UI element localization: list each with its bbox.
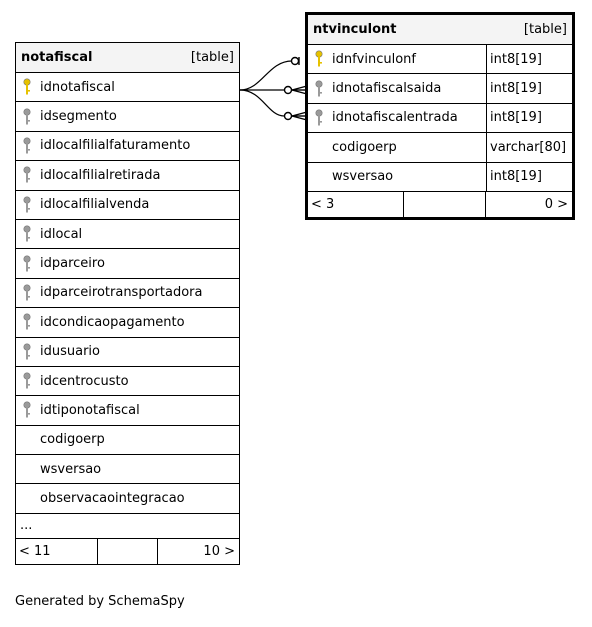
column-name-cell [16,308,239,336]
parents-count[interactable]: < 3 [308,192,404,217]
column-name-cell [16,132,239,160]
primary-key-icon [20,78,34,96]
column-row[interactable] [16,279,239,308]
column-name: codigoerp [40,432,105,448]
column-row[interactable] [16,426,239,455]
column-name: idparceiro [40,256,105,272]
column-row[interactable] [16,220,239,249]
column-name: idusuario [40,344,100,360]
column-row[interactable] [308,163,572,192]
column-type: varchar[80] [486,133,572,161]
column-name-cell [16,220,239,248]
foreign-key-icon [20,313,34,331]
column-name-cell [16,455,239,483]
column-name: idcentrocusto [40,373,129,389]
foreign-key-icon [312,80,326,98]
children-count[interactable]: 0 > [544,196,568,212]
column-row[interactable] [308,74,572,103]
column-name: idsegmento [40,109,117,125]
connector-endings [285,57,308,120]
column-row[interactable] [16,338,239,367]
more-columns-indicator: ... [16,514,239,539]
column-name-cell [16,191,239,219]
column-name-cell [16,279,239,307]
connector-idnfvinculonf [240,61,292,90]
column-name: observacaointegracao [40,491,185,507]
column-name: idnfvinculonf [332,51,416,67]
column-name-cell [16,367,239,395]
table-header [16,43,239,73]
column-list [16,73,239,514]
primary-key-icon [312,50,326,68]
column-row[interactable] [16,132,239,161]
table-notafiscal[interactable] [15,42,240,565]
foreign-key-icon [20,196,34,214]
column-name-cell [16,484,239,512]
column-list [308,45,572,192]
column-name: idlocalfilialfaturamento [40,138,191,154]
foreign-key-icon [20,166,34,184]
column-name: idlocalfilialvenda [40,197,150,213]
column-name: idtiponotafiscal [40,402,140,418]
foreign-key-icon [20,284,34,302]
column-type: int8[19] [486,163,572,191]
column-name: idnotafiscalentrada [332,110,458,126]
column-name-cell [16,249,239,277]
table-type-label: [table] [523,22,567,37]
foreign-key-icon [20,137,34,155]
table-footer [16,539,239,564]
column-name: codigoerp [332,139,397,155]
column-name: idnotafiscal [40,79,115,95]
column-name: wsversao [332,169,394,185]
foreign-key-icon [20,108,34,126]
column-name-cell [16,73,239,101]
parents-count[interactable]: < 11 [16,539,98,564]
column-row[interactable] [16,102,239,131]
column-name: idnotafiscalsaida [332,81,442,97]
column-name-cell [308,104,486,132]
column-name-cell [16,338,239,366]
column-name-cell [16,102,239,130]
column-row[interactable] [16,161,239,190]
column-row[interactable] [16,191,239,220]
column-row[interactable] [16,396,239,425]
column-name: idcondicaopagamento [40,314,185,330]
column-name: wsversao [40,461,102,477]
column-name-cell [308,45,486,73]
column-name-cell [16,426,239,454]
column-name: idparceirotransportadora [40,285,203,301]
column-name-cell [16,396,239,424]
table-name: ntvinculont [313,22,397,37]
footer-spacer [404,192,486,217]
column-name-cell [308,163,486,191]
table-type-label: [table] [190,50,234,65]
column-row[interactable] [16,308,239,337]
foreign-key-icon [20,401,34,419]
column-row[interactable] [16,249,239,278]
table-footer [308,192,572,217]
column-name-cell [16,161,239,189]
column-row[interactable] [308,104,572,133]
connector-idnotafiscalentrada [240,90,284,116]
column-name-cell [308,133,486,161]
column-row[interactable] [308,45,572,74]
foreign-key-icon [312,109,326,127]
footer-spacer [98,539,158,564]
column-name: idlocalfilialretirada [40,167,161,183]
table-header [308,15,572,45]
table-name: notafiscal [21,50,93,65]
foreign-key-icon [20,343,34,361]
column-type: int8[19] [486,74,572,102]
column-row[interactable] [16,484,239,513]
generated-by-text: Generated by SchemaSpy [15,594,185,609]
children-count[interactable]: 10 > [203,543,235,559]
foreign-key-icon [20,372,34,390]
column-row[interactable] [308,133,572,162]
column-row[interactable] [16,455,239,484]
table-ntvinculont[interactable] [305,12,575,220]
foreign-key-icon [20,225,34,243]
foreign-key-icon [20,255,34,273]
column-row[interactable] [16,73,239,102]
column-type: int8[19] [486,45,572,73]
column-name-cell [308,74,486,102]
column-name: idlocal [40,226,83,242]
column-type: int8[19] [486,104,572,132]
column-row[interactable] [16,367,239,396]
